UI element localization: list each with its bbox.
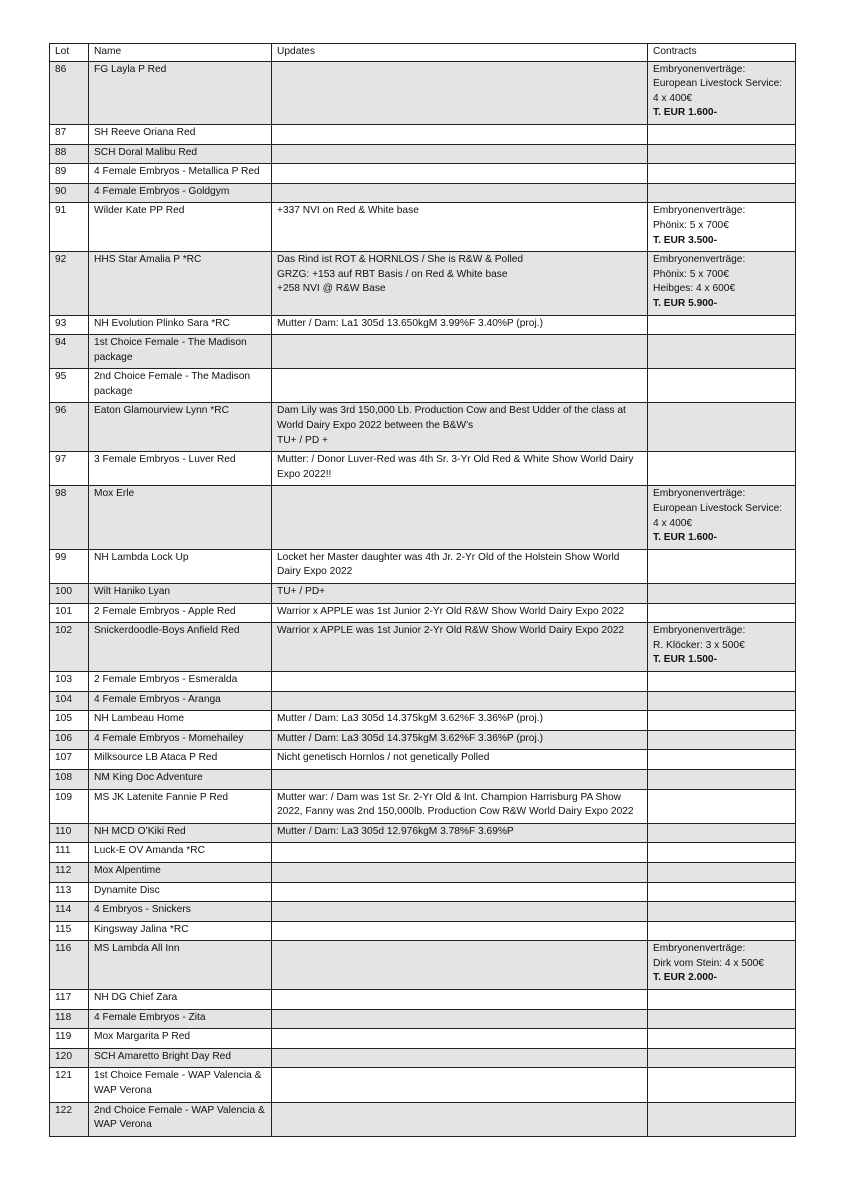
table-row bbox=[50, 789, 796, 823]
lot-number: 102 bbox=[50, 623, 89, 672]
updates-cell bbox=[272, 862, 648, 882]
table-row bbox=[50, 769, 796, 789]
lot-number: 107 bbox=[50, 750, 89, 770]
lot-number: 116 bbox=[50, 941, 89, 990]
update-line: GRZG: +153 auf RBT Basis / on Red & White base bbox=[277, 268, 508, 280]
lot-number: 87 bbox=[50, 124, 89, 144]
updates-cell bbox=[272, 882, 648, 902]
table-row bbox=[50, 403, 796, 452]
table-row bbox=[50, 941, 796, 990]
table-row bbox=[50, 315, 796, 335]
updates-cell bbox=[272, 335, 648, 369]
updates-cell bbox=[272, 990, 648, 1010]
contract-total: T. EUR 3.500- bbox=[653, 234, 717, 246]
contracts-cell bbox=[648, 315, 796, 335]
lot-name: Mox Margarita P Red bbox=[89, 1029, 272, 1049]
contract-line: R. Klöcker: 3 x 500€ bbox=[653, 639, 745, 651]
contracts-cell bbox=[648, 1029, 796, 1049]
updates-cell bbox=[272, 403, 648, 452]
update-line: Warrior x APPLE was 1st Junior 2-Yr Old R&W Show World Dairy Expo 2022 bbox=[277, 605, 625, 617]
contracts-cell bbox=[648, 203, 796, 252]
lot-number: 109 bbox=[50, 789, 89, 823]
lot-name: Snickerdoodle-Boys Anfield Red bbox=[89, 623, 272, 672]
updates-cell bbox=[272, 61, 648, 124]
lot-name: Wilt Haniko Lyan bbox=[89, 584, 272, 604]
updates-cell bbox=[272, 843, 648, 863]
table-row bbox=[50, 730, 796, 750]
table-row bbox=[50, 882, 796, 902]
contracts-cell bbox=[648, 486, 796, 549]
contract-total: T. EUR 2.000- bbox=[653, 972, 717, 984]
updates-cell bbox=[272, 1068, 648, 1102]
lot-number: 112 bbox=[50, 862, 89, 882]
table-row bbox=[50, 843, 796, 863]
table-row bbox=[50, 124, 796, 144]
updates-cell bbox=[272, 691, 648, 711]
lot-number: 115 bbox=[50, 921, 89, 941]
contracts-cell bbox=[648, 584, 796, 604]
updates-cell bbox=[272, 203, 648, 252]
updates-cell bbox=[272, 671, 648, 691]
contracts-cell bbox=[648, 252, 796, 315]
update-line: Mutter / Dam: La3 305d 12.976kgM 3.78%F 3.69%P bbox=[277, 825, 514, 837]
contract-line: European Livestock Service: bbox=[653, 78, 783, 90]
contracts-cell bbox=[648, 921, 796, 941]
update-line: Mutter: / Donor Luver-Red was 4th Sr. 3-Yr Old Red & White Show World Dairy Expo 2022!! bbox=[277, 454, 634, 480]
lot-number: 91 bbox=[50, 203, 89, 252]
updates-cell bbox=[272, 315, 648, 335]
table-row bbox=[50, 1029, 796, 1049]
lot-name: Mox Alpentime bbox=[89, 862, 272, 882]
table-row bbox=[50, 369, 796, 403]
table-row bbox=[50, 335, 796, 369]
lot-number: 119 bbox=[50, 1029, 89, 1049]
contract-line: Heibges: 4 x 600€ bbox=[653, 283, 736, 295]
lot-number: 114 bbox=[50, 902, 89, 922]
lot-name: MS JK Latenite Fannie P Red bbox=[89, 789, 272, 823]
table-row bbox=[50, 144, 796, 164]
contracts-cell bbox=[648, 335, 796, 369]
contract-line: Phönix: 5 x 700€ bbox=[653, 219, 729, 231]
table-row bbox=[50, 252, 796, 315]
contracts-cell bbox=[648, 789, 796, 823]
lot-number: 110 bbox=[50, 823, 89, 843]
lot-number: 97 bbox=[50, 452, 89, 486]
lot-name: 4 Female Embryos - Zita bbox=[89, 1009, 272, 1029]
contracts-cell bbox=[648, 1102, 796, 1136]
contract-line: Embryonenverträge: bbox=[653, 254, 746, 266]
contracts-cell bbox=[648, 862, 796, 882]
lot-name: NH Lambda Lock Up bbox=[89, 549, 272, 583]
lot-name: HHS Star Amalia P *RC bbox=[89, 252, 272, 315]
update-line: Mutter / Dam: La1 305d 13.650kgM 3.99%F 3.40%P (proj.) bbox=[277, 317, 543, 329]
update-line: Mutter war: / Dam was 1st Sr. 2-Yr Old & Int. Champion Harrisburg PA Show 2022, Fanny was 2nd 150,000lb. Production Cow R&W World Dairy Expo 2022 bbox=[277, 791, 634, 818]
update-line: +337 NVI on Red & White base bbox=[277, 205, 419, 217]
contract-total: T. EUR 1.500- bbox=[653, 654, 717, 666]
table-row bbox=[50, 603, 796, 623]
contracts-cell bbox=[648, 902, 796, 922]
updates-cell bbox=[272, 452, 648, 486]
lot-number: 96 bbox=[50, 403, 89, 452]
lot-name: SCH Doral Malibu Red bbox=[89, 144, 272, 164]
updates-cell bbox=[272, 1009, 648, 1029]
contracts-cell bbox=[648, 603, 796, 623]
lot-number: 111 bbox=[50, 843, 89, 863]
lot-name: NM King Doc Adventure bbox=[89, 769, 272, 789]
contracts-cell bbox=[648, 941, 796, 990]
updates-cell bbox=[272, 823, 648, 843]
contracts-cell bbox=[648, 452, 796, 486]
lot-number: 92 bbox=[50, 252, 89, 315]
contracts-cell bbox=[648, 750, 796, 770]
contract-total: T. EUR 1.600- bbox=[653, 107, 717, 119]
contract-line: Embryonenverträge: bbox=[653, 625, 746, 637]
lot-name: NH Lambeau Home bbox=[89, 711, 272, 731]
lot-number: 117 bbox=[50, 990, 89, 1010]
lot-name: NH Evolution Plinko Sara *RC bbox=[89, 315, 272, 335]
contracts-cell bbox=[648, 144, 796, 164]
table-row bbox=[50, 902, 796, 922]
table-row bbox=[50, 862, 796, 882]
lot-column-header: Lot bbox=[50, 44, 89, 62]
updates-column-header: Updates bbox=[272, 44, 648, 62]
contract-line: European Livestock Service: bbox=[653, 503, 783, 515]
table-row bbox=[50, 183, 796, 203]
update-line: +258 NVI @ R&W Base bbox=[277, 283, 386, 295]
lot-number: 118 bbox=[50, 1009, 89, 1029]
updates-cell bbox=[272, 124, 648, 144]
contracts-cell bbox=[648, 990, 796, 1010]
updates-cell bbox=[272, 769, 648, 789]
table-row bbox=[50, 711, 796, 731]
contracts-cell bbox=[648, 1068, 796, 1102]
lot-number: 88 bbox=[50, 144, 89, 164]
lot-name: SCH Amaretto Bright Day Red bbox=[89, 1048, 272, 1068]
table-row bbox=[50, 61, 796, 124]
contract-line: Dirk vom Stein: 4 x 500€ bbox=[653, 957, 764, 969]
contracts-cell bbox=[648, 183, 796, 203]
lot-name: 3 Female Embryos - Luver Red bbox=[89, 452, 272, 486]
contracts-cell bbox=[648, 403, 796, 452]
lot-name: 2nd Choice Female - WAP Valencia & WAP Verona bbox=[89, 1102, 272, 1136]
lot-name: SH Reeve Oriana Red bbox=[89, 124, 272, 144]
lot-name: 4 Embryos - Snickers bbox=[89, 902, 272, 922]
lot-number: 120 bbox=[50, 1048, 89, 1068]
lot-name: 4 Female Embryos - Momehailey bbox=[89, 730, 272, 750]
lot-number: 106 bbox=[50, 730, 89, 750]
table-row bbox=[50, 1009, 796, 1029]
contracts-cell bbox=[648, 369, 796, 403]
lot-name: 1st Choice Female - The Madison package bbox=[89, 335, 272, 369]
contracts-cell bbox=[648, 769, 796, 789]
updates-cell bbox=[272, 789, 648, 823]
contracts-cell bbox=[648, 691, 796, 711]
contracts-cell bbox=[648, 549, 796, 583]
table-row bbox=[50, 1102, 796, 1136]
update-line: Mutter / Dam: La3 305d 14.375kgM 3.62%F 3.36%P (proj.) bbox=[277, 732, 543, 744]
lot-number: 105 bbox=[50, 711, 89, 731]
lot-number: 93 bbox=[50, 315, 89, 335]
contracts-cell bbox=[648, 730, 796, 750]
table-row bbox=[50, 549, 796, 583]
contract-line: Embryonenverträge: bbox=[653, 943, 746, 955]
lot-number: 122 bbox=[50, 1102, 89, 1136]
lot-name: Luck-E OV Amanda *RC bbox=[89, 843, 272, 863]
lot-number: 100 bbox=[50, 584, 89, 604]
lot-number: 99 bbox=[50, 549, 89, 583]
updates-cell bbox=[272, 144, 648, 164]
updates-cell bbox=[272, 1048, 648, 1068]
lot-name: Eaton Glamourview Lynn *RC bbox=[89, 403, 272, 452]
lot-name: NH MCD O’Kiki Red bbox=[89, 823, 272, 843]
updates-cell bbox=[272, 164, 648, 184]
update-line: Dam Lily was 3rd 150,000 Lb. Production Cow and Best Udder of the class at World Dairy Expo 2022 between the B&W’s bbox=[277, 405, 626, 432]
lot-name: 1st Choice Female - WAP Valencia & WAP Verona bbox=[89, 1068, 272, 1102]
contracts-cell bbox=[648, 61, 796, 124]
updates-cell bbox=[272, 603, 648, 623]
contracts-cell bbox=[648, 623, 796, 672]
table-row bbox=[50, 203, 796, 252]
updates-cell bbox=[272, 1102, 648, 1136]
lot-name: Mox Erle bbox=[89, 486, 272, 549]
contracts-cell bbox=[648, 843, 796, 863]
updates-cell bbox=[272, 1029, 648, 1049]
contract-total: T. EUR 1.600- bbox=[653, 532, 717, 544]
table-row bbox=[50, 584, 796, 604]
lot-name: 4 Female Embryos - Metallica P Red bbox=[89, 164, 272, 184]
table-row bbox=[50, 1048, 796, 1068]
lot-name: MS Lambda All Inn bbox=[89, 941, 272, 990]
table-header bbox=[50, 44, 796, 62]
contract-line: Embryonenverträge: bbox=[653, 488, 746, 500]
updates-cell bbox=[272, 486, 648, 549]
updates-cell bbox=[272, 711, 648, 731]
updates-cell bbox=[272, 584, 648, 604]
lot-name: Dynamite Disc bbox=[89, 882, 272, 902]
lot-number: 104 bbox=[50, 691, 89, 711]
contracts-cell bbox=[648, 124, 796, 144]
lot-name: 2nd Choice Female - The Madison package bbox=[89, 369, 272, 403]
update-line: Nicht genetisch Hornlos / not genetically Polled bbox=[277, 752, 490, 764]
table-row bbox=[50, 823, 796, 843]
lot-name: 4 Female Embryos - Goldgym bbox=[89, 183, 272, 203]
updates-cell bbox=[272, 623, 648, 672]
table-row bbox=[50, 623, 796, 672]
updates-cell bbox=[272, 921, 648, 941]
contract-line: 4 x 400€ bbox=[653, 92, 693, 104]
updates-cell bbox=[272, 369, 648, 403]
updates-cell bbox=[272, 730, 648, 750]
lot-number: 90 bbox=[50, 183, 89, 203]
lot-name: NH DG Chief Zara bbox=[89, 990, 272, 1010]
lot-number: 103 bbox=[50, 671, 89, 691]
updates-cell bbox=[272, 941, 648, 990]
table-row bbox=[50, 921, 796, 941]
lot-name: Milksource LB Ataca P Red bbox=[89, 750, 272, 770]
contracts-column-header: Contracts bbox=[648, 44, 796, 62]
contract-line: 4 x 400€ bbox=[653, 517, 693, 529]
table-row bbox=[50, 750, 796, 770]
contracts-cell bbox=[648, 671, 796, 691]
contracts-cell bbox=[648, 1009, 796, 1029]
lot-number: 98 bbox=[50, 486, 89, 549]
update-line: Das Rind ist ROT & HORNLOS / She is R&W & Polled bbox=[277, 254, 524, 266]
lot-name: FG Layla P Red bbox=[89, 61, 272, 124]
table-row bbox=[50, 1068, 796, 1102]
lot-name: Kingsway Jalina *RC bbox=[89, 921, 272, 941]
lot-number: 108 bbox=[50, 769, 89, 789]
header-row bbox=[50, 44, 796, 62]
lot-name: Wilder Kate PP Red bbox=[89, 203, 272, 252]
lot-name: 2 Female Embryos - Esmeralda bbox=[89, 671, 272, 691]
table-row bbox=[50, 486, 796, 549]
update-line: Mutter / Dam: La3 305d 14.375kgM 3.62%F 3.36%P (proj.) bbox=[277, 713, 543, 725]
table-row bbox=[50, 691, 796, 711]
lot-number: 113 bbox=[50, 882, 89, 902]
lot-table bbox=[49, 43, 796, 1137]
contracts-cell bbox=[648, 1048, 796, 1068]
lot-number: 121 bbox=[50, 1068, 89, 1102]
table-row bbox=[50, 164, 796, 184]
table-row bbox=[50, 452, 796, 486]
updates-cell bbox=[272, 549, 648, 583]
table-body bbox=[50, 61, 796, 1136]
updates-cell bbox=[272, 750, 648, 770]
update-line: Warrior x APPLE was 1st Junior 2-Yr Old R&W Show World Dairy Expo 2022 bbox=[277, 625, 625, 637]
contract-line: Embryonenverträge: bbox=[653, 205, 746, 217]
contracts-cell bbox=[648, 882, 796, 902]
updates-cell bbox=[272, 252, 648, 315]
lot-number: 95 bbox=[50, 369, 89, 403]
contract-line: Embryonenverträge: bbox=[653, 63, 746, 75]
lot-name: 2 Female Embryos - Apple Red bbox=[89, 603, 272, 623]
update-line: TU+ / PD + bbox=[277, 434, 328, 446]
update-line: Locket her Master daughter was 4th Jr. 2-Yr Old of the Holstein Show World Dairy Expo 2022 bbox=[277, 551, 620, 578]
contracts-cell bbox=[648, 711, 796, 731]
contracts-cell bbox=[648, 164, 796, 184]
contracts-cell bbox=[648, 823, 796, 843]
name-column-header: Name bbox=[89, 44, 272, 62]
lot-number: 94 bbox=[50, 335, 89, 369]
lot-number: 101 bbox=[50, 603, 89, 623]
update-line: TU+ / PD+ bbox=[277, 586, 326, 597]
lot-number: 86 bbox=[50, 61, 89, 124]
table-row bbox=[50, 990, 796, 1010]
table-row bbox=[50, 671, 796, 691]
contract-total: T. EUR 5.900- bbox=[653, 297, 717, 309]
lot-name: 4 Female Embryos - Aranga bbox=[89, 691, 272, 711]
lot-number: 89 bbox=[50, 164, 89, 184]
updates-cell bbox=[272, 183, 648, 203]
updates-cell bbox=[272, 902, 648, 922]
contract-line: Phönix: 5 x 700€ bbox=[653, 268, 729, 280]
